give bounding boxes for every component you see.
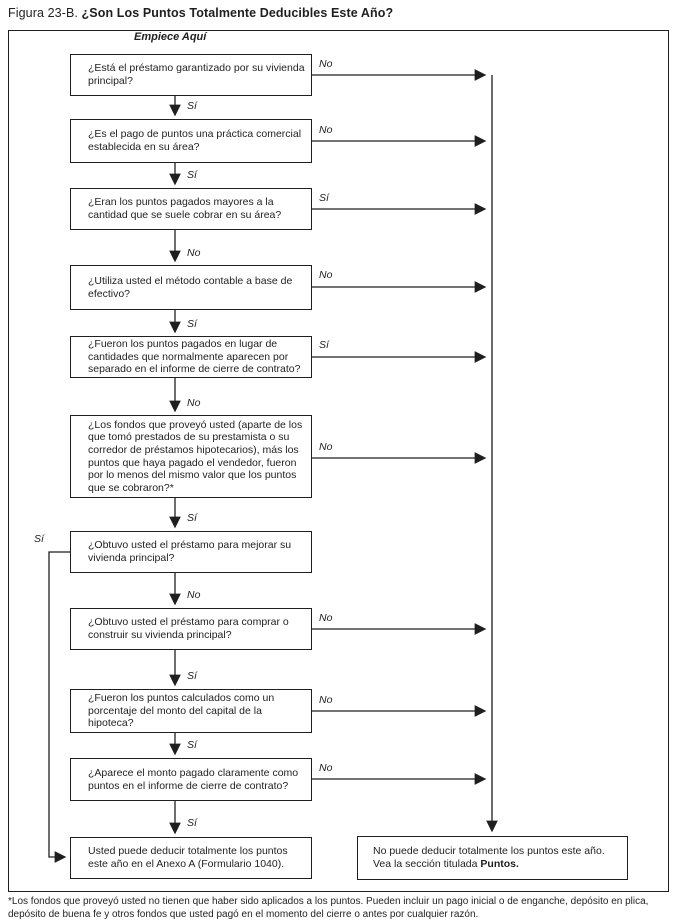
question-text: ¿Aparece el monto pagado claramente como puntos en el informe de cierre de contrato? (88, 766, 299, 792)
branch-label-q5-down: No (187, 397, 201, 409)
question-box-8 (70, 608, 312, 650)
branch-label-q2-right: No (319, 124, 333, 136)
branch-label-q7-down: No (187, 589, 201, 601)
branch-label-q6-right: No (319, 441, 333, 453)
result-deductible-box (70, 837, 312, 879)
question-box-10 (70, 758, 312, 801)
result-line-1: No puede deducir totalmente los puntos este año. (373, 845, 605, 857)
question-text: ¿Eran los puntos pagados mayores a la cantidad que se suele cobrar en su área? (88, 196, 282, 221)
question-text: ¿Los fondos que proveyó usted (aparte de los que tomó prestados de su prestamista o su corredor de préstamos hipotecarios), más los puntos que haya pagado el vendedor, fueron por lo menos del mismo valor que los puntos que se cobraron?* (88, 418, 303, 494)
branch-label-q4-down: Sí (187, 318, 197, 330)
branch-label-q1-right: No (319, 58, 333, 70)
branch-label-q9-right: No (319, 694, 333, 706)
question-box-2 (70, 119, 312, 163)
branch-label-q10-down: Sí (187, 817, 197, 829)
branch-label-q9-down: Sí (187, 739, 197, 751)
branch-label-q8-down: Sí (187, 670, 197, 682)
result-line-2-bold: Puntos. (480, 858, 519, 870)
question-text: ¿Es el pago de puntos una práctica comercial establecida en su área? (88, 128, 302, 153)
question-text: ¿Fueron los puntos pagados en lugar de cantidades que normalmente aparecen por separado en el informe de cierre de contrato? (88, 338, 301, 376)
branch-label-q8-right: No (319, 612, 333, 624)
branch-label-q5-right: Sí (319, 339, 329, 351)
branch-label-q3-down: No (187, 247, 201, 259)
question-box-1 (70, 54, 312, 96)
branch-label-q4-right: No (319, 269, 333, 281)
question-box-7 (70, 531, 312, 573)
question-box-4 (70, 265, 312, 310)
figure-title (8, 6, 393, 20)
branch-label-q3-right: Sí (319, 192, 329, 204)
question-text: ¿Obtuvo usted el préstamo para mejorar su vivienda principal? (88, 539, 292, 564)
result-not-deductible-box (357, 836, 628, 880)
result-deductible-text: Usted puede deducir totalmente los puntos este año en el Anexo A (Formulario 1040). (88, 845, 288, 870)
branch-label-q6-down: Sí (187, 512, 197, 524)
result-line-2: Vea la sección titulada (373, 858, 481, 870)
branch-label-q1-down: Sí (187, 100, 197, 112)
question-box-9 (70, 689, 312, 733)
question-box-3 (70, 188, 312, 230)
figure-question: ¿Son Los Puntos Totalmente Deducibles Este Año? (77, 6, 394, 20)
question-box-6 (70, 415, 312, 498)
start-here-label: Empiece Aquí (134, 31, 207, 43)
question-text: ¿Está el préstamo garantizado por su vivienda principal? (88, 62, 305, 87)
question-box-5 (70, 336, 312, 378)
footnote: *Los fondos que proveyó usted no tienen que haber sido aplicados a los puntos. Pueden incluir un pago inicial o de enganche, depósito en plica, depósito de buena fe y otros fondos que usted pagó en el momento del cierre o antes por cualquier razón. (8, 896, 649, 920)
branch-label-q7-left: Sí (34, 533, 44, 545)
figure-label: Figura 23-B. (8, 6, 78, 20)
branch-label-q2-down: Sí (187, 169, 197, 181)
branch-label-q10-right: No (319, 762, 333, 774)
result-not-deductible-text (373, 845, 605, 871)
question-text: ¿Utiliza usted el método contable a base de efectivo? (88, 274, 293, 300)
question-text: ¿Fueron los puntos calculados como un porcentaje del monto del capital de la hipoteca? (88, 692, 275, 730)
question-text: ¿Obtuvo usted el préstamo para comprar o construir su vivienda principal? (88, 616, 289, 641)
